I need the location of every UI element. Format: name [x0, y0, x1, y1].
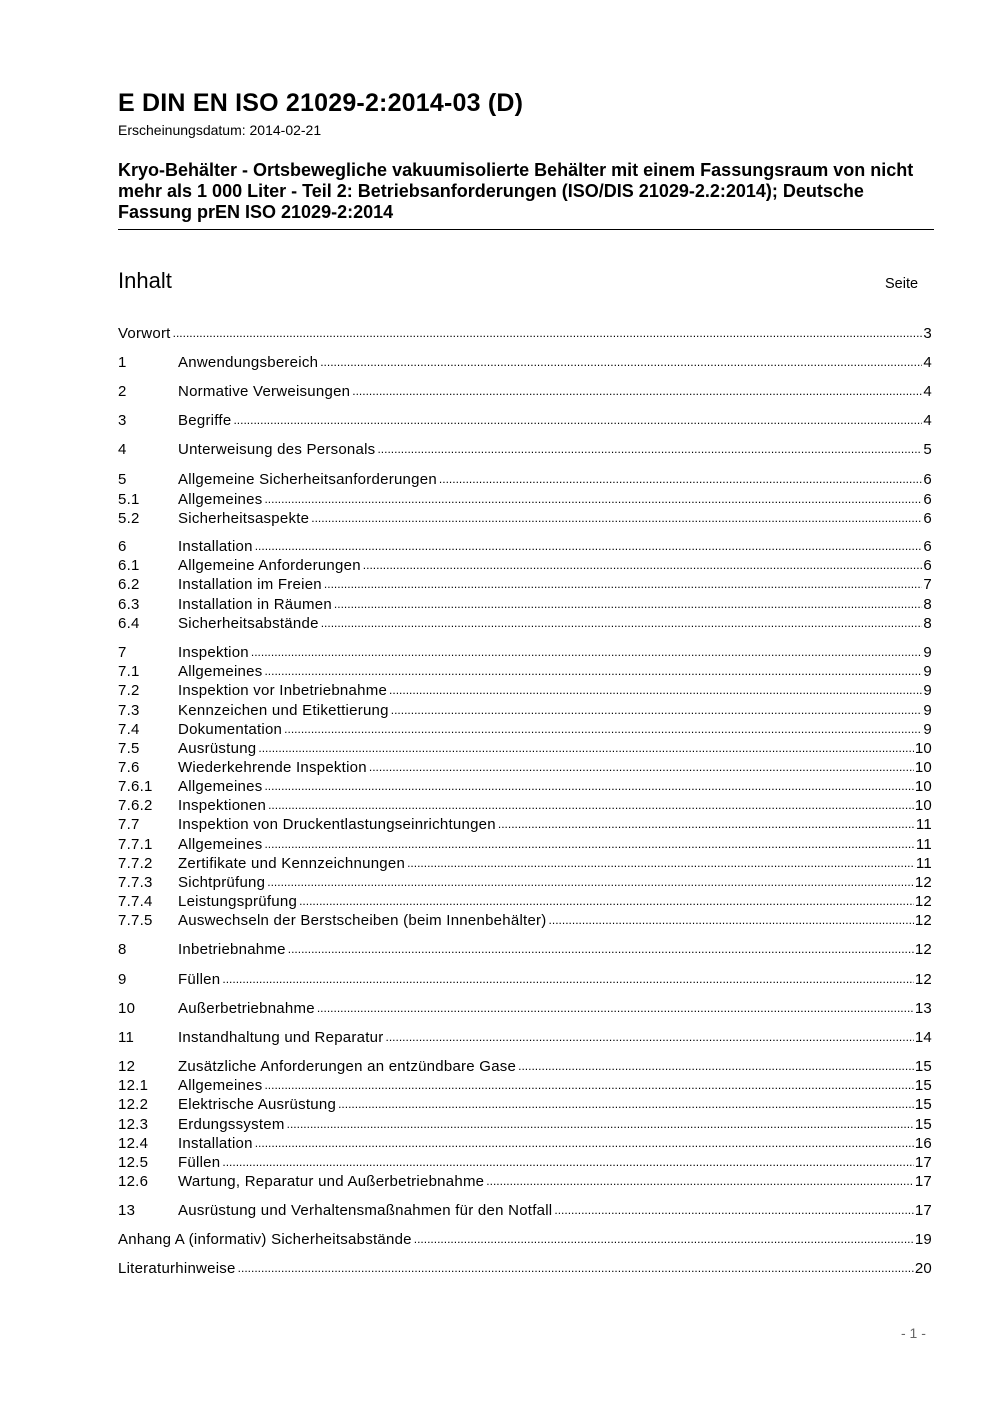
- toc-entry-title: Füllen: [178, 971, 221, 988]
- toc-entry-number: 6.3: [118, 596, 140, 613]
- toc-entry[interactable]: [118, 777, 932, 796]
- toc-entry-number: 6: [118, 538, 127, 555]
- toc-entry-page: 15: [914, 1058, 932, 1075]
- toc-entry-page: 9: [923, 721, 932, 738]
- toc-entry-number: 13: [118, 1202, 136, 1219]
- toc-entry-number: 12.2: [118, 1096, 149, 1113]
- toc-entry-page: 5: [923, 441, 932, 458]
- toc-entry[interactable]: [118, 1057, 932, 1076]
- toc-dot-leader: [389, 681, 922, 700]
- toc-entry-number: 7.6.2: [118, 797, 153, 814]
- toc-entry-number: 7.7: [118, 816, 140, 833]
- toc-entry-title: Installation: [178, 538, 253, 555]
- toc-entry[interactable]: [118, 1172, 932, 1191]
- document-subtitle: Kryo-Behälter - Ortsbewegliche vakuumisolierte Behälter mit einem Fassungsraum von nicht mehr als 1 000 Liter - Teil 2: Betriebsanforderungen (ISO/DIS 21029-2.2:2014); Deutsche Fassung prEN ISO 21029-2:2014: [118, 160, 914, 222]
- toc-entry-page: 15: [914, 1116, 932, 1133]
- toc-entry-title: Anwendungsbereich: [178, 354, 319, 371]
- toc-entry-number: 10: [118, 1000, 136, 1017]
- toc-entry[interactable]: [118, 854, 932, 873]
- toc-entry-title: Installation im Freien: [178, 576, 322, 593]
- toc-entry[interactable]: [118, 556, 932, 575]
- toc-entry-title: Inspektionen: [178, 797, 267, 814]
- toc-entry-number: 6.2: [118, 576, 140, 593]
- toc-entry[interactable]: [118, 1095, 932, 1114]
- toc-entry-page: 11: [915, 855, 932, 872]
- toc-entry[interactable]: [118, 940, 932, 959]
- toc-entry-number: 12.1: [118, 1077, 149, 1094]
- toc-entry[interactable]: [118, 815, 932, 834]
- toc-dot-leader: [311, 509, 922, 528]
- toc-dot-leader: [334, 595, 922, 614]
- toc-entry-page: 4: [923, 412, 932, 429]
- toc-entry-title: Sicherheitsaspekte: [178, 510, 310, 527]
- toc-entry[interactable]: [118, 720, 932, 739]
- toc-entry-number: 4: [118, 441, 127, 458]
- toc-entry[interactable]: [118, 739, 932, 758]
- toc-entry-number: 7.7.3: [118, 874, 153, 891]
- toc-entry-page: 9: [923, 682, 932, 699]
- toc-entry-page: 12: [914, 941, 932, 958]
- toc-entry-page: 12: [914, 874, 932, 891]
- toc-dot-leader: [264, 777, 913, 796]
- toc-heading: Inhalt: [118, 268, 172, 293]
- toc-dot-leader: [338, 1095, 914, 1114]
- toc-entry-title: Zusätzliche Anforderungen an entzündbare Gase: [178, 1058, 517, 1075]
- toc-dot-leader: [238, 1259, 914, 1278]
- toc-entry-number: 7.1: [118, 663, 140, 680]
- toc-entry-page: 8: [923, 615, 932, 632]
- toc-entry-title: Kennzeichen und Etikettierung: [178, 702, 389, 719]
- toc-entry[interactable]: [118, 490, 932, 509]
- toc-dot-leader: [264, 662, 922, 681]
- toc-entry[interactable]: [118, 892, 932, 911]
- toc-entry-number: 7.2: [118, 682, 140, 699]
- toc-entry[interactable]: [118, 1153, 932, 1172]
- toc-entry-page: 12: [914, 912, 932, 929]
- toc-entry[interactable]: [118, 1028, 932, 1047]
- toc-entry-number: 7.6: [118, 759, 140, 776]
- toc-dot-leader: [222, 1153, 913, 1172]
- toc-entry-page: 14: [914, 1029, 932, 1046]
- toc-entry-title: Dokumentation: [178, 721, 283, 738]
- toc-entry-page: 3: [923, 325, 932, 342]
- toc-entry-number: 12.3: [118, 1116, 149, 1133]
- toc-entry-title: Sichtprüfung: [178, 874, 266, 891]
- toc-entry[interactable]: [118, 1259, 932, 1278]
- toc-entry-page: 17: [914, 1173, 932, 1190]
- toc-dot-leader: [284, 720, 922, 739]
- toc-dot-leader: [255, 1134, 914, 1153]
- toc-entry-title: Installation in Räumen: [178, 596, 332, 613]
- toc-entry[interactable]: [118, 595, 932, 614]
- toc-entry-number: 3: [118, 412, 127, 429]
- toc-entry-page: 6: [923, 510, 932, 527]
- toc-entry-number: 7.3: [118, 702, 140, 719]
- toc-entry-number: 11: [118, 1029, 135, 1046]
- toc-dot-leader: [222, 970, 913, 989]
- toc-entry[interactable]: [118, 575, 932, 594]
- toc-dot-leader: [363, 556, 923, 575]
- toc-entry-title: Wartung, Reparatur und Außerbetriebnahme: [178, 1173, 485, 1190]
- toc-entry-title: Allgemeines: [178, 836, 263, 853]
- toc-entry-title: Zertifikate und Kennzeichnungen: [178, 855, 406, 872]
- toc-entry-page: 4: [923, 383, 932, 400]
- toc-entry-page: 15: [914, 1077, 932, 1094]
- toc-dot-leader: [352, 382, 922, 401]
- toc-entry-number: 7.7.2: [118, 855, 153, 872]
- toc-entry[interactable]: [118, 440, 932, 459]
- toc-entry-number: 6.1: [118, 557, 140, 574]
- toc-entry-title: Inspektion vor Inbetriebnahme: [178, 682, 388, 699]
- toc-entry[interactable]: [118, 509, 932, 528]
- toc-entry-title: Außerbetriebnahme: [178, 1000, 315, 1017]
- toc-dot-leader: [369, 758, 914, 777]
- toc-dot-leader: [518, 1057, 914, 1076]
- toc-entry[interactable]: [118, 999, 932, 1018]
- toc-entry-title: Allgemeines: [178, 1077, 263, 1094]
- toc-entry[interactable]: [118, 537, 932, 556]
- toc-entry-number: 7.7.5: [118, 912, 153, 929]
- toc-entry-page: 11: [915, 816, 932, 833]
- toc-entry-page: 11: [915, 836, 932, 853]
- toc-entry-page: 12: [914, 893, 932, 910]
- toc-entry-page: 17: [914, 1154, 932, 1171]
- toc-entry-title: Normative Verweisungen: [178, 383, 351, 400]
- toc-dot-leader: [385, 1028, 913, 1047]
- toc-entry-title: Installation: [178, 1135, 253, 1152]
- publication-date: Erscheinungsdatum: 2014-02-21: [118, 122, 322, 138]
- toc-entry-page: 10: [914, 740, 932, 757]
- toc-entry-page: 19: [914, 1231, 932, 1248]
- toc-entry-page: 6: [923, 557, 932, 574]
- toc-entry-number: 5.1: [118, 491, 140, 508]
- toc-dot-leader: [264, 835, 914, 854]
- toc-entry-number: 12.6: [118, 1173, 149, 1190]
- toc-entry[interactable]: [118, 1201, 932, 1220]
- toc-dot-leader: [414, 1230, 914, 1249]
- toc-entry-title: Ausrüstung: [178, 740, 257, 757]
- toc-entry-page: 6: [923, 471, 932, 488]
- toc-entry[interactable]: [118, 353, 932, 372]
- toc-entry-title: Inspektion: [178, 644, 249, 661]
- toc-entry[interactable]: [118, 911, 932, 930]
- toc-dot-leader: [264, 1076, 913, 1095]
- toc-entry-number: 12.5: [118, 1154, 149, 1171]
- toc-entry[interactable]: [118, 701, 932, 720]
- toc-entry-page: 10: [914, 759, 932, 776]
- title-divider: [118, 229, 934, 230]
- toc-entry-title: Inspektion von Druckentlastungseinrichtungen: [178, 816, 496, 833]
- toc-entry-title: Inbetriebnahme: [178, 941, 286, 958]
- toc-entry-number: 7: [118, 644, 127, 661]
- toc-entry[interactable]: [118, 835, 932, 854]
- toc-entry-number: 12.4: [118, 1135, 149, 1152]
- toc-dot-leader: [267, 873, 914, 892]
- toc-entry[interactable]: [118, 1115, 932, 1134]
- toc-entry-title: Ausrüstung und Verhaltensmaßnahmen für den Notfall: [178, 1202, 553, 1219]
- toc-entry-number: 7.4: [118, 721, 140, 738]
- toc-entry[interactable]: [118, 681, 932, 700]
- toc-dot-leader: [498, 815, 915, 834]
- toc-dot-leader: [264, 490, 922, 509]
- toc-entry[interactable]: [118, 470, 932, 489]
- toc-entry-title: Elektrische Ausrüstung: [178, 1096, 337, 1113]
- toc-dot-leader: [317, 999, 914, 1018]
- toc-dot-leader: [268, 796, 914, 815]
- toc-dot-leader: [407, 854, 915, 873]
- toc-entry[interactable]: [118, 411, 932, 430]
- toc-entry-number: 2: [118, 383, 127, 400]
- toc-entry-number: 7.7.1: [118, 836, 153, 853]
- toc-entry-number: 7.6.1: [118, 778, 153, 795]
- toc-dot-leader: [233, 411, 922, 430]
- toc-entry-number: 1: [118, 354, 127, 371]
- toc-entry-title: Anhang A (informativ) Sicherheitsabstände: [118, 1231, 412, 1248]
- toc-page-column-label: Seite: [885, 276, 919, 292]
- toc-dot-leader: [255, 537, 923, 556]
- toc-entry-page: 9: [923, 663, 932, 680]
- page-number: - 1 -: [901, 1325, 926, 1341]
- toc-dot-leader: [258, 739, 913, 758]
- toc-entry-title: Allgemeines: [178, 663, 263, 680]
- toc-entry-page: 7: [923, 576, 932, 593]
- toc-entry[interactable]: [118, 382, 932, 401]
- toc-entry-title: Erdungssystem: [178, 1116, 285, 1133]
- toc-entry-page: 4: [923, 354, 932, 371]
- toc-entry-title: Vorwort: [118, 325, 171, 342]
- toc-entry-page: 6: [923, 491, 932, 508]
- toc-entry[interactable]: [118, 1134, 932, 1153]
- toc-dot-leader: [287, 1115, 914, 1134]
- toc-entry-page: 6: [923, 538, 932, 555]
- toc-entry-page: 15: [914, 1096, 932, 1113]
- toc-entry-number: 8: [118, 941, 127, 958]
- toc-entry-page: 10: [914, 778, 932, 795]
- toc-entry[interactable]: [118, 758, 932, 777]
- toc-dot-leader: [288, 940, 914, 959]
- toc-entry-title: Allgemeine Anforderungen: [178, 557, 361, 574]
- toc-entry-title: Leistungsprüfung: [178, 893, 298, 910]
- toc-entry-page: 8: [923, 596, 932, 613]
- toc-dot-leader: [549, 911, 914, 930]
- toc-entry-title: Auswechseln der Berstscheiben (beim Innenbehälter): [178, 912, 547, 929]
- toc-dot-leader: [299, 892, 914, 911]
- toc-entry[interactable]: [118, 614, 932, 633]
- toc-entry-number: 7.5: [118, 740, 140, 757]
- toc-entry[interactable]: [118, 970, 932, 989]
- toc-entry-title: Allgemeine Sicherheitsanforderungen: [178, 471, 437, 488]
- toc-entry-page: 9: [923, 644, 932, 661]
- toc-dot-leader: [173, 324, 923, 343]
- toc-dot-leader: [486, 1172, 914, 1191]
- toc-dot-leader: [554, 1201, 913, 1220]
- toc-entry-title: Literaturhinweise: [118, 1260, 236, 1277]
- toc-entry[interactable]: [118, 324, 932, 343]
- toc-entry-number: 6.4: [118, 615, 140, 632]
- toc-entry[interactable]: [118, 1230, 932, 1249]
- toc-entry-number: 5: [118, 471, 127, 488]
- toc-entry-title: Unterweisung des Personals: [178, 441, 376, 458]
- toc-entry-page: 9: [923, 702, 932, 719]
- toc-dot-leader: [439, 470, 922, 489]
- toc-entry-page: 20: [914, 1260, 932, 1277]
- toc-entry[interactable]: [118, 873, 932, 892]
- toc-entry-page: 10: [914, 797, 932, 814]
- toc-entry-page: 17: [914, 1202, 932, 1219]
- toc-dot-leader: [324, 575, 923, 594]
- toc-entry-number: 12: [118, 1058, 136, 1075]
- toc-entry[interactable]: [118, 1076, 932, 1095]
- toc-entry-title: Begriffe: [178, 412, 232, 429]
- toc-entry-title: Allgemeines: [178, 491, 263, 508]
- toc-entry-title: Instandhaltung und Reparatur: [178, 1029, 384, 1046]
- toc-entry-number: 9: [118, 971, 127, 988]
- toc-dot-leader: [320, 353, 922, 372]
- toc-entry-title: Wiederkehrende Inspektion: [178, 759, 367, 776]
- toc-entry-page: 13: [914, 1000, 932, 1017]
- toc-dot-leader: [377, 440, 922, 459]
- toc-entry-number: 7.7.4: [118, 893, 153, 910]
- toc-entry-title: Allgemeines: [178, 778, 263, 795]
- toc-dot-leader: [391, 701, 923, 720]
- toc-entry-number: 5.2: [118, 510, 140, 527]
- toc-entry-title: Füllen: [178, 1154, 221, 1171]
- toc-entry-page: 16: [914, 1135, 932, 1152]
- toc-entry[interactable]: [118, 796, 932, 815]
- document-title: E DIN EN ISO 21029-2:2014-03 (D): [118, 89, 524, 117]
- toc-entry-page: 12: [914, 971, 932, 988]
- toc-entry-title: Sicherheitsabstände: [178, 615, 319, 632]
- toc-dot-leader: [321, 614, 923, 633]
- toc-entry[interactable]: [118, 643, 932, 662]
- toc-entry[interactable]: [118, 662, 932, 681]
- toc-dot-leader: [251, 643, 923, 662]
